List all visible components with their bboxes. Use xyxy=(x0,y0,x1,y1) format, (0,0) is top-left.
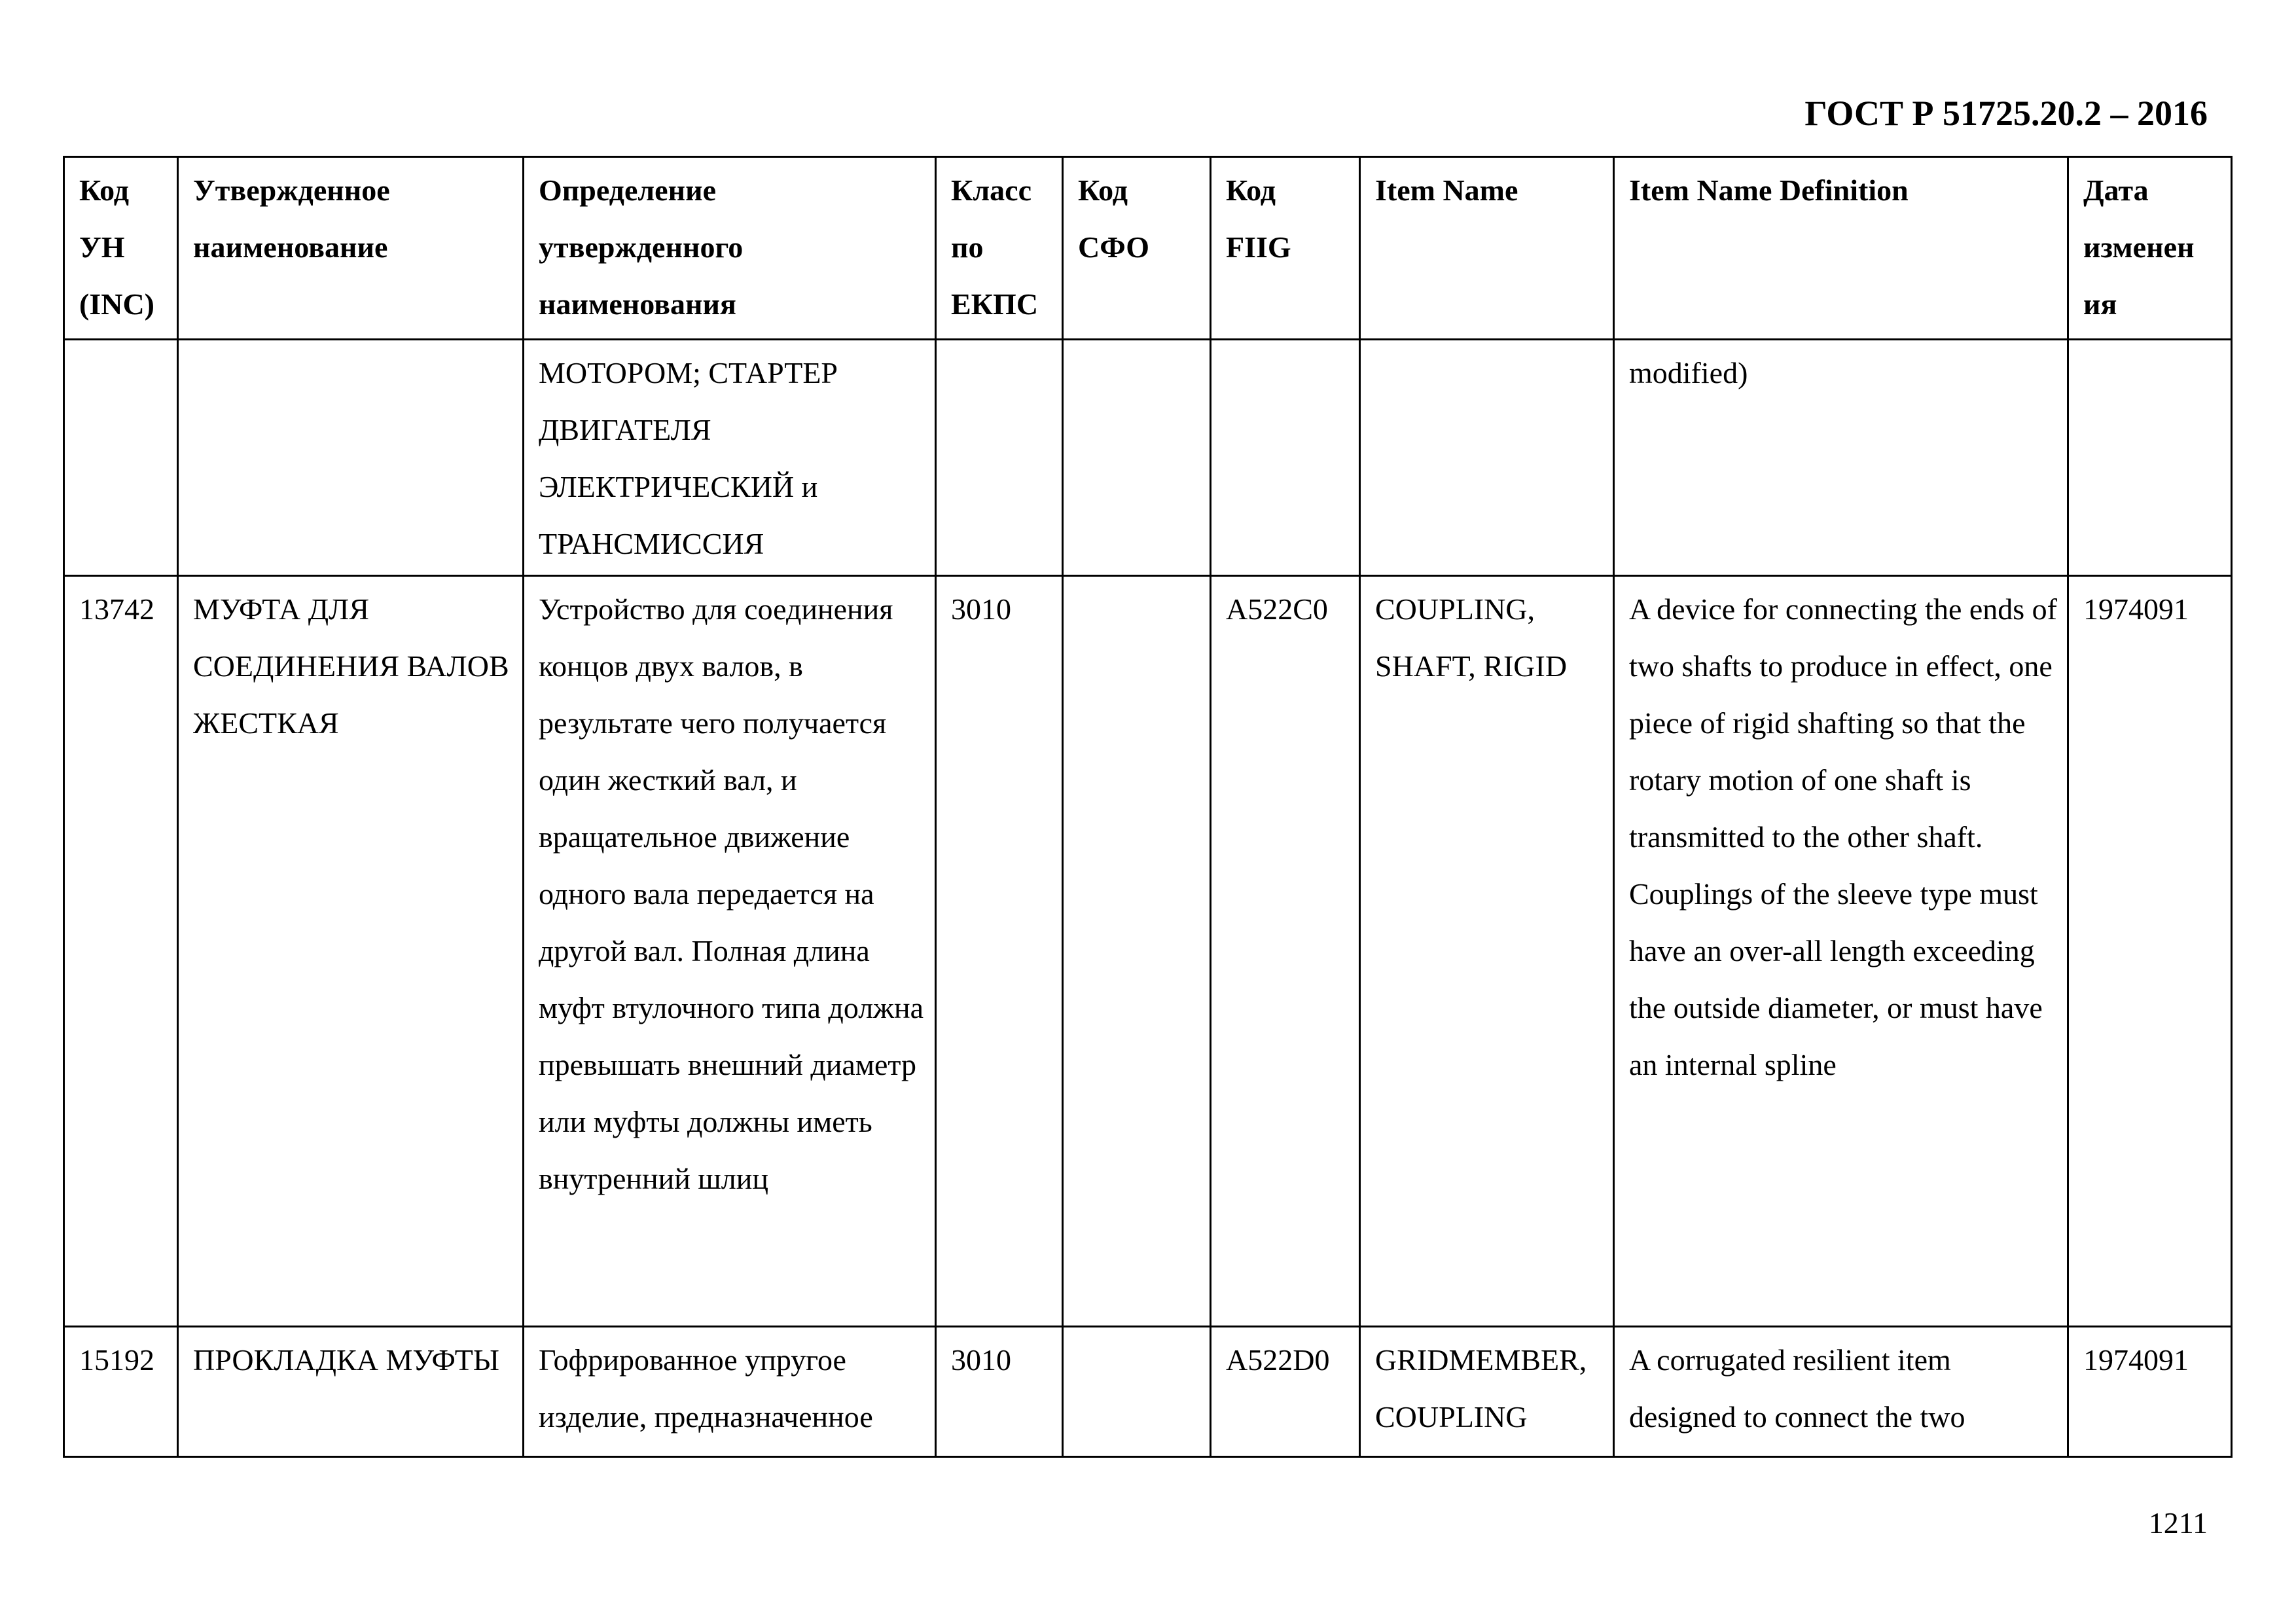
cell-item-name xyxy=(1360,340,1614,576)
cell-item-name: COUPLING, SHAFT, RIGID xyxy=(1360,576,1614,1327)
cell-date: 1974091 xyxy=(2068,576,2232,1327)
header-approved-name: Утвержденное наименование xyxy=(178,157,524,340)
cell-fiig: A522C0 xyxy=(1211,576,1360,1327)
cell-definition-ru: Устройство для соединения концов двух валов, в результате чего получается один жесткий вал, и вращательное движение одного вала передается на другой вал. Полная длина муфт втулочного типа должна превышать внешний диаметр или муфты должны иметь внутренний шлиц xyxy=(524,576,936,1327)
cell-inc: 15192 xyxy=(64,1327,178,1457)
cell-sfo xyxy=(1063,576,1211,1327)
cell-definition-ru: МОТОРОМ; СТАРТЕР ДВИГАТЕЛЯ ЭЛЕКТРИЧЕСКИЙ и ТРАНСМИССИЯ xyxy=(524,340,936,576)
header-class: Класс по ЕКПС xyxy=(936,157,1063,340)
cell-definition-ru: Гофрированное упругое изделие, предназначенное xyxy=(524,1327,936,1457)
header-item-name-definition: Item Name Definition xyxy=(1614,157,2068,340)
header-row xyxy=(64,157,2232,340)
header-item-name: Item Name xyxy=(1360,157,1614,340)
item-name-table xyxy=(63,156,2233,1458)
table-row xyxy=(64,576,2232,1327)
header-change-date: Дата изменен ия xyxy=(2068,157,2232,340)
cell-inc xyxy=(64,340,178,576)
cell-sfo xyxy=(1063,1327,1211,1457)
page-number: 1211 xyxy=(2148,1506,2208,1540)
cell-item-definition: A corrugated resilient item designed to connect the two xyxy=(1614,1327,2068,1457)
standard-designation: ГОСТ Р 51725.20.2 – 2016 xyxy=(1804,94,2208,133)
header-fiig: Код FIIG xyxy=(1211,157,1360,340)
cell-date: 1974091 xyxy=(2068,1327,2232,1457)
cell-inc: 13742 xyxy=(64,576,178,1327)
cell-approved-name: ПРОКЛАДКА МУФТЫ xyxy=(178,1327,524,1457)
header-sfo: Код СФО xyxy=(1063,157,1211,340)
header-inc: Код УН (INC) xyxy=(64,157,178,340)
cell-item-name: GRIDMEMBER, COUPLING xyxy=(1360,1327,1614,1457)
cell-item-definition: modified) xyxy=(1614,340,2068,576)
cell-item-definition: A device for connecting the ends of two shafts to produce in effect, one piece of rigid shafting so that the rotary motion of one shaft is transmitted to the other shaft. Couplings of the sleeve type must have an over-all length exceeding the outside diameter, or must have an internal spline xyxy=(1614,576,2068,1327)
table-row xyxy=(64,340,2232,576)
cell-fiig: A522D0 xyxy=(1211,1327,1360,1457)
cell-class: 3010 xyxy=(936,1327,1063,1457)
cell-fiig xyxy=(1211,340,1360,576)
cell-class xyxy=(936,340,1063,576)
cell-class: 3010 xyxy=(936,576,1063,1327)
cell-approved-name xyxy=(178,340,524,576)
cell-sfo xyxy=(1063,340,1211,576)
cell-date xyxy=(2068,340,2232,576)
table-row xyxy=(64,1327,2232,1457)
cell-approved-name: МУФТА ДЛЯ СОЕДИНЕНИЯ ВАЛОВ ЖЕСТКАЯ xyxy=(178,576,524,1327)
header-approved-name-definition: Определение утвержденного наименования xyxy=(524,157,936,340)
